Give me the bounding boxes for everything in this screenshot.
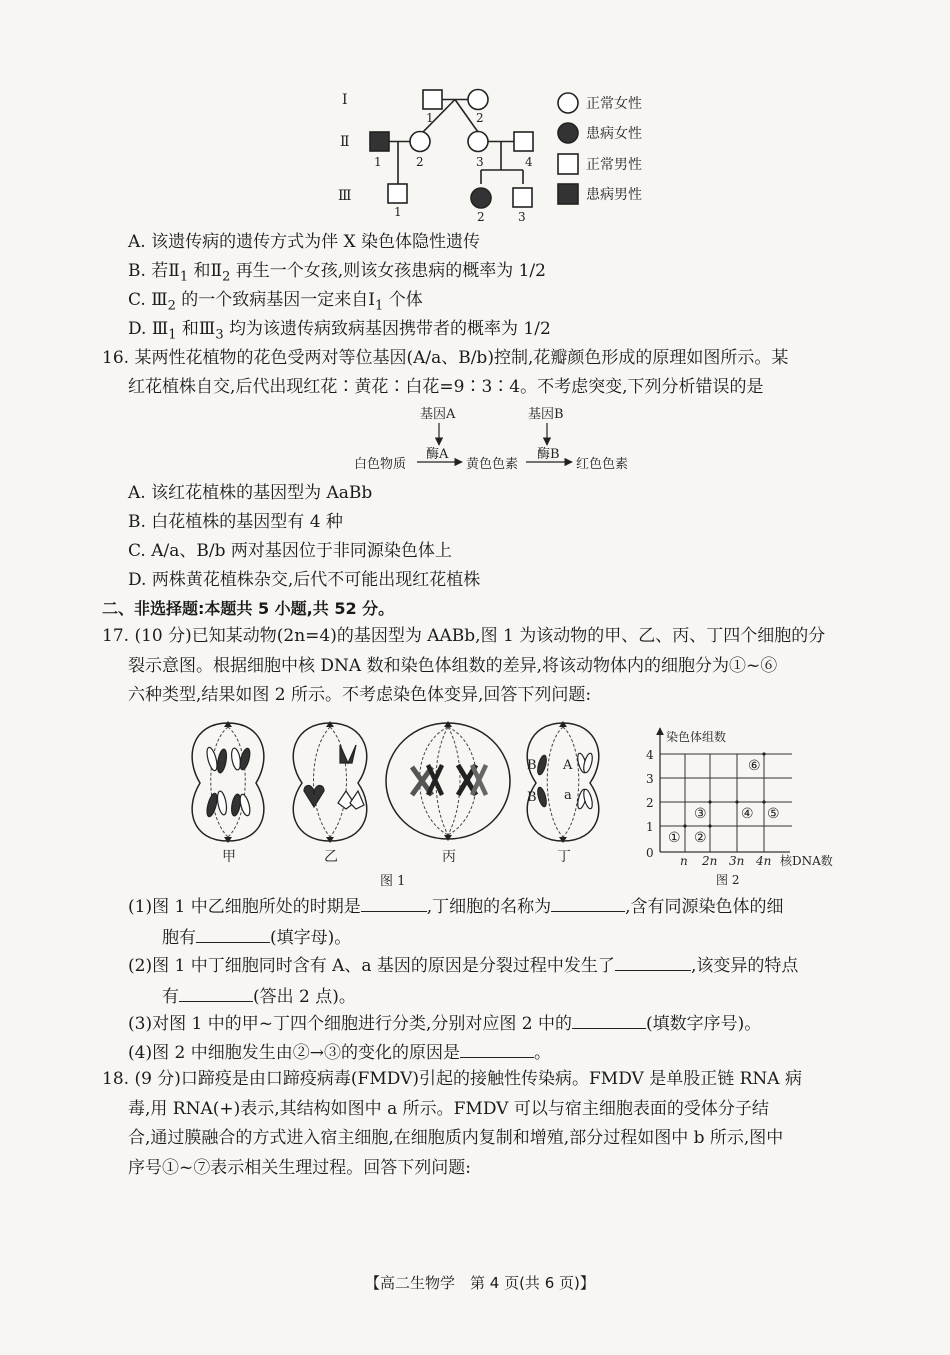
cell-label-yi: 乙 (324, 849, 338, 865)
q18-stem-line3: 合,通过膜融合的方式进入宿主细胞,在细胞质内复制和增殖,部分过程如图中 b 所示,图中 (128, 1128, 784, 1148)
q17-sub2-line1: (2)图 1 中丁细胞同时含有 A、a 基因的原因是分裂过程中发生了 ,该变异的特点 (128, 956, 799, 976)
fig2-xtick-4n: 4n (756, 854, 772, 868)
q18-stem-line4: 序号①~⑦表示相关生理过程。回答下列问题: (128, 1158, 471, 1178)
ding-gene-b-top: B (527, 758, 537, 773)
fig2-xtick-2n: 2n (702, 854, 718, 868)
q17-2-blank-a[interactable] (615, 954, 691, 971)
gen-label-2: Ⅱ (340, 134, 350, 150)
fig2-point-2: ② (694, 830, 707, 846)
red-pigment-label: 红色色素 (576, 457, 629, 472)
q17-sub4: (4)图 2 中细胞发生由②→③的变化的原因是 。 (128, 1043, 551, 1063)
legend-affected-male: 患病男性 (586, 187, 642, 203)
fig2-ytick-4: 4 (646, 748, 654, 762)
q16-option-b: B. 白花植株的基因型有 4 种 (128, 512, 343, 532)
ind-I1: 1 (426, 111, 434, 125)
q17-stem-line2: 裂示意图。根据细胞中核 DNA 数和染色体组数的差异,将该动物体内的细胞分为①~⑥ (128, 656, 778, 676)
gen-label-3: Ⅲ (338, 188, 352, 204)
q16-stem-line1: 16. 某两性花植物的花色受两对等位基因(A/a、B/b)控制,花瓣颜色形成的原理如图所示。某 (102, 348, 789, 368)
cell-label-bing: 丙 (442, 849, 456, 865)
ind-II2: 2 (416, 155, 424, 169)
q17-sub2-line2: 有 (答出 2 点)。 (162, 987, 356, 1007)
legend-normal-male: 正常男性 (586, 157, 642, 173)
q15-option-d: D. $Ⅲ_1$ 和$Ⅲ_3$ 均为该遗传病致病基因携带者的概率为 1/2 (128, 319, 551, 343)
fig2-point-5: ⑤ (767, 806, 780, 822)
q17-2-blank-b[interactable] (179, 985, 253, 1002)
enzyme-b-label: 酶B (537, 447, 560, 462)
gene-b-label: 基因B (528, 407, 564, 422)
cell-yi-outline (293, 723, 366, 841)
fig2-xtick-3n: 3n (729, 854, 745, 868)
ind-III2: 2 (477, 210, 485, 224)
fig2-point-4: ④ (741, 806, 754, 822)
section-2-heading: 二、非选择题:本题共 5 小题,共 52 分。 (102, 599, 395, 618)
q15-option-c: C. $Ⅲ_2$ 的一个致病基因一定来自$Ⅰ_1$ 个体 (128, 290, 423, 314)
legend-affected-male-symbol (558, 184, 578, 204)
legend-normal-female-symbol (558, 93, 578, 113)
page-footer: 【高二生物学 第 4 页(共 6 页)】 (365, 1274, 595, 1292)
gen-label-1: Ⅰ (342, 92, 348, 108)
figure-1-cells (180, 715, 620, 890)
q16-option-a: A. 该红花植株的基因型为 AaBb (128, 483, 373, 503)
q18-stem-line1: 18. (9 分)口蹄疫是由口蹄疫病毒(FMDV)引起的接触性传染病。FMDV 是单股正链 RNA 病 (102, 1069, 802, 1089)
cell-ding-outline (527, 723, 599, 841)
ind-I2: 2 (476, 111, 484, 125)
q18-stem-line2: 毒,用 RNA(+)表示,其结构如图中 a 所示。FMDV 可以与宿主细胞表面的受体分子结 (128, 1099, 769, 1119)
fig2-y-axis-label: 染色体组数 (666, 730, 727, 744)
figure-2-caption: 图 2 (716, 873, 740, 887)
q17-stem-line1: 17. (10 分)已知某动物(2n=4)的基因型为 AABb,图 1 为该动物的甲、乙、丙、丁四个细胞的分 (102, 626, 826, 646)
q17-4-blank[interactable] (460, 1041, 534, 1058)
pedigree-chart (330, 80, 670, 230)
q16-stem-line2: 红花植株自交,后代出现红花∶黄花∶白花=9∶3∶4。不考虑突变,下列分析错误的是 (128, 377, 764, 397)
yellow-pigment-label: 黄色色素 (466, 457, 519, 472)
q15-option-b: B. 若$Ⅱ_1$ 和$Ⅱ_2$ 再生一个女孩,则该女孩患病的概率为 1/2 (128, 261, 546, 285)
enzyme-a-label: 酶A (426, 447, 449, 462)
cell-bing-outline (386, 723, 510, 839)
ind-III3: 3 (518, 210, 526, 224)
fig2-point-1: ① (668, 830, 681, 846)
white-substance-label: 白色物质 (354, 457, 407, 472)
cell-label-ding: 丁 (557, 849, 571, 865)
ind-II1: 1 (374, 155, 382, 169)
q17-sub3: (3)对图 1 中的甲~丁四个细胞进行分类,分别对应图 2 中的 (填数字序号)。 (128, 1014, 762, 1034)
q17-1-blank-c[interactable] (196, 926, 270, 943)
fig2-x-axis-label: 核DNA数 (780, 854, 833, 868)
pigment-pathway-diagram (350, 400, 650, 480)
ding-gene-b-bottom: B (527, 790, 537, 805)
cell-label-jia: 甲 (222, 849, 236, 865)
legend-normal-female: 正常女性 (586, 96, 642, 112)
ind-III1: 1 (394, 205, 402, 219)
fig2-point-6: ⑥ (748, 758, 761, 774)
fig2-xtick-n: n (680, 854, 688, 868)
fig2-ytick-1: 1 (646, 820, 654, 834)
q15-option-a: A. 该遗传病的遗传方式为伴 X 染色体隐性遗传 (128, 232, 480, 252)
q17-sub1-line2: 胞有 (填字母)。 (162, 928, 352, 948)
ind-II4: 4 (525, 155, 533, 169)
q16-option-d: D. 两株黄花植株杂交,后代不可能出现红花植株 (128, 570, 481, 590)
q17-3-blank[interactable] (572, 1012, 646, 1029)
q17-1-blank-a[interactable] (361, 895, 427, 912)
fig2-ytick-2: 2 (646, 796, 654, 810)
q17-sub1-line1: (1)图 1 中乙细胞所处的时期是 ,丁细胞的名称为 ,含有同源染色体的细 (128, 897, 784, 917)
legend-affected-female: 患病女性 (586, 126, 642, 142)
q16-option-c: C. A/a、B/b 两对基因位于非同源染色体上 (128, 541, 452, 561)
legend-normal-male-symbol (558, 154, 578, 174)
fig2-ytick-3: 3 (646, 772, 654, 786)
cell-jia-outline (192, 723, 264, 841)
gene-a-label: 基因A (420, 407, 456, 422)
figure-1-caption: 图 1 (380, 874, 406, 889)
q17-1-blank-b[interactable] (551, 895, 625, 912)
ding-gene-a-top: A (563, 758, 573, 773)
ind-II3: 3 (476, 155, 484, 169)
legend-affected-female-symbol (558, 123, 578, 143)
fig2-point-3: ③ (694, 806, 707, 822)
figure-2-chart (640, 722, 860, 890)
fig2-ytick-0: 0 (646, 846, 654, 860)
q17-stem-line3: 六种类型,结果如图 2 所示。不考虑染色体变异,回答下列问题: (128, 685, 592, 705)
ding-gene-a-bottom: a (564, 788, 572, 803)
